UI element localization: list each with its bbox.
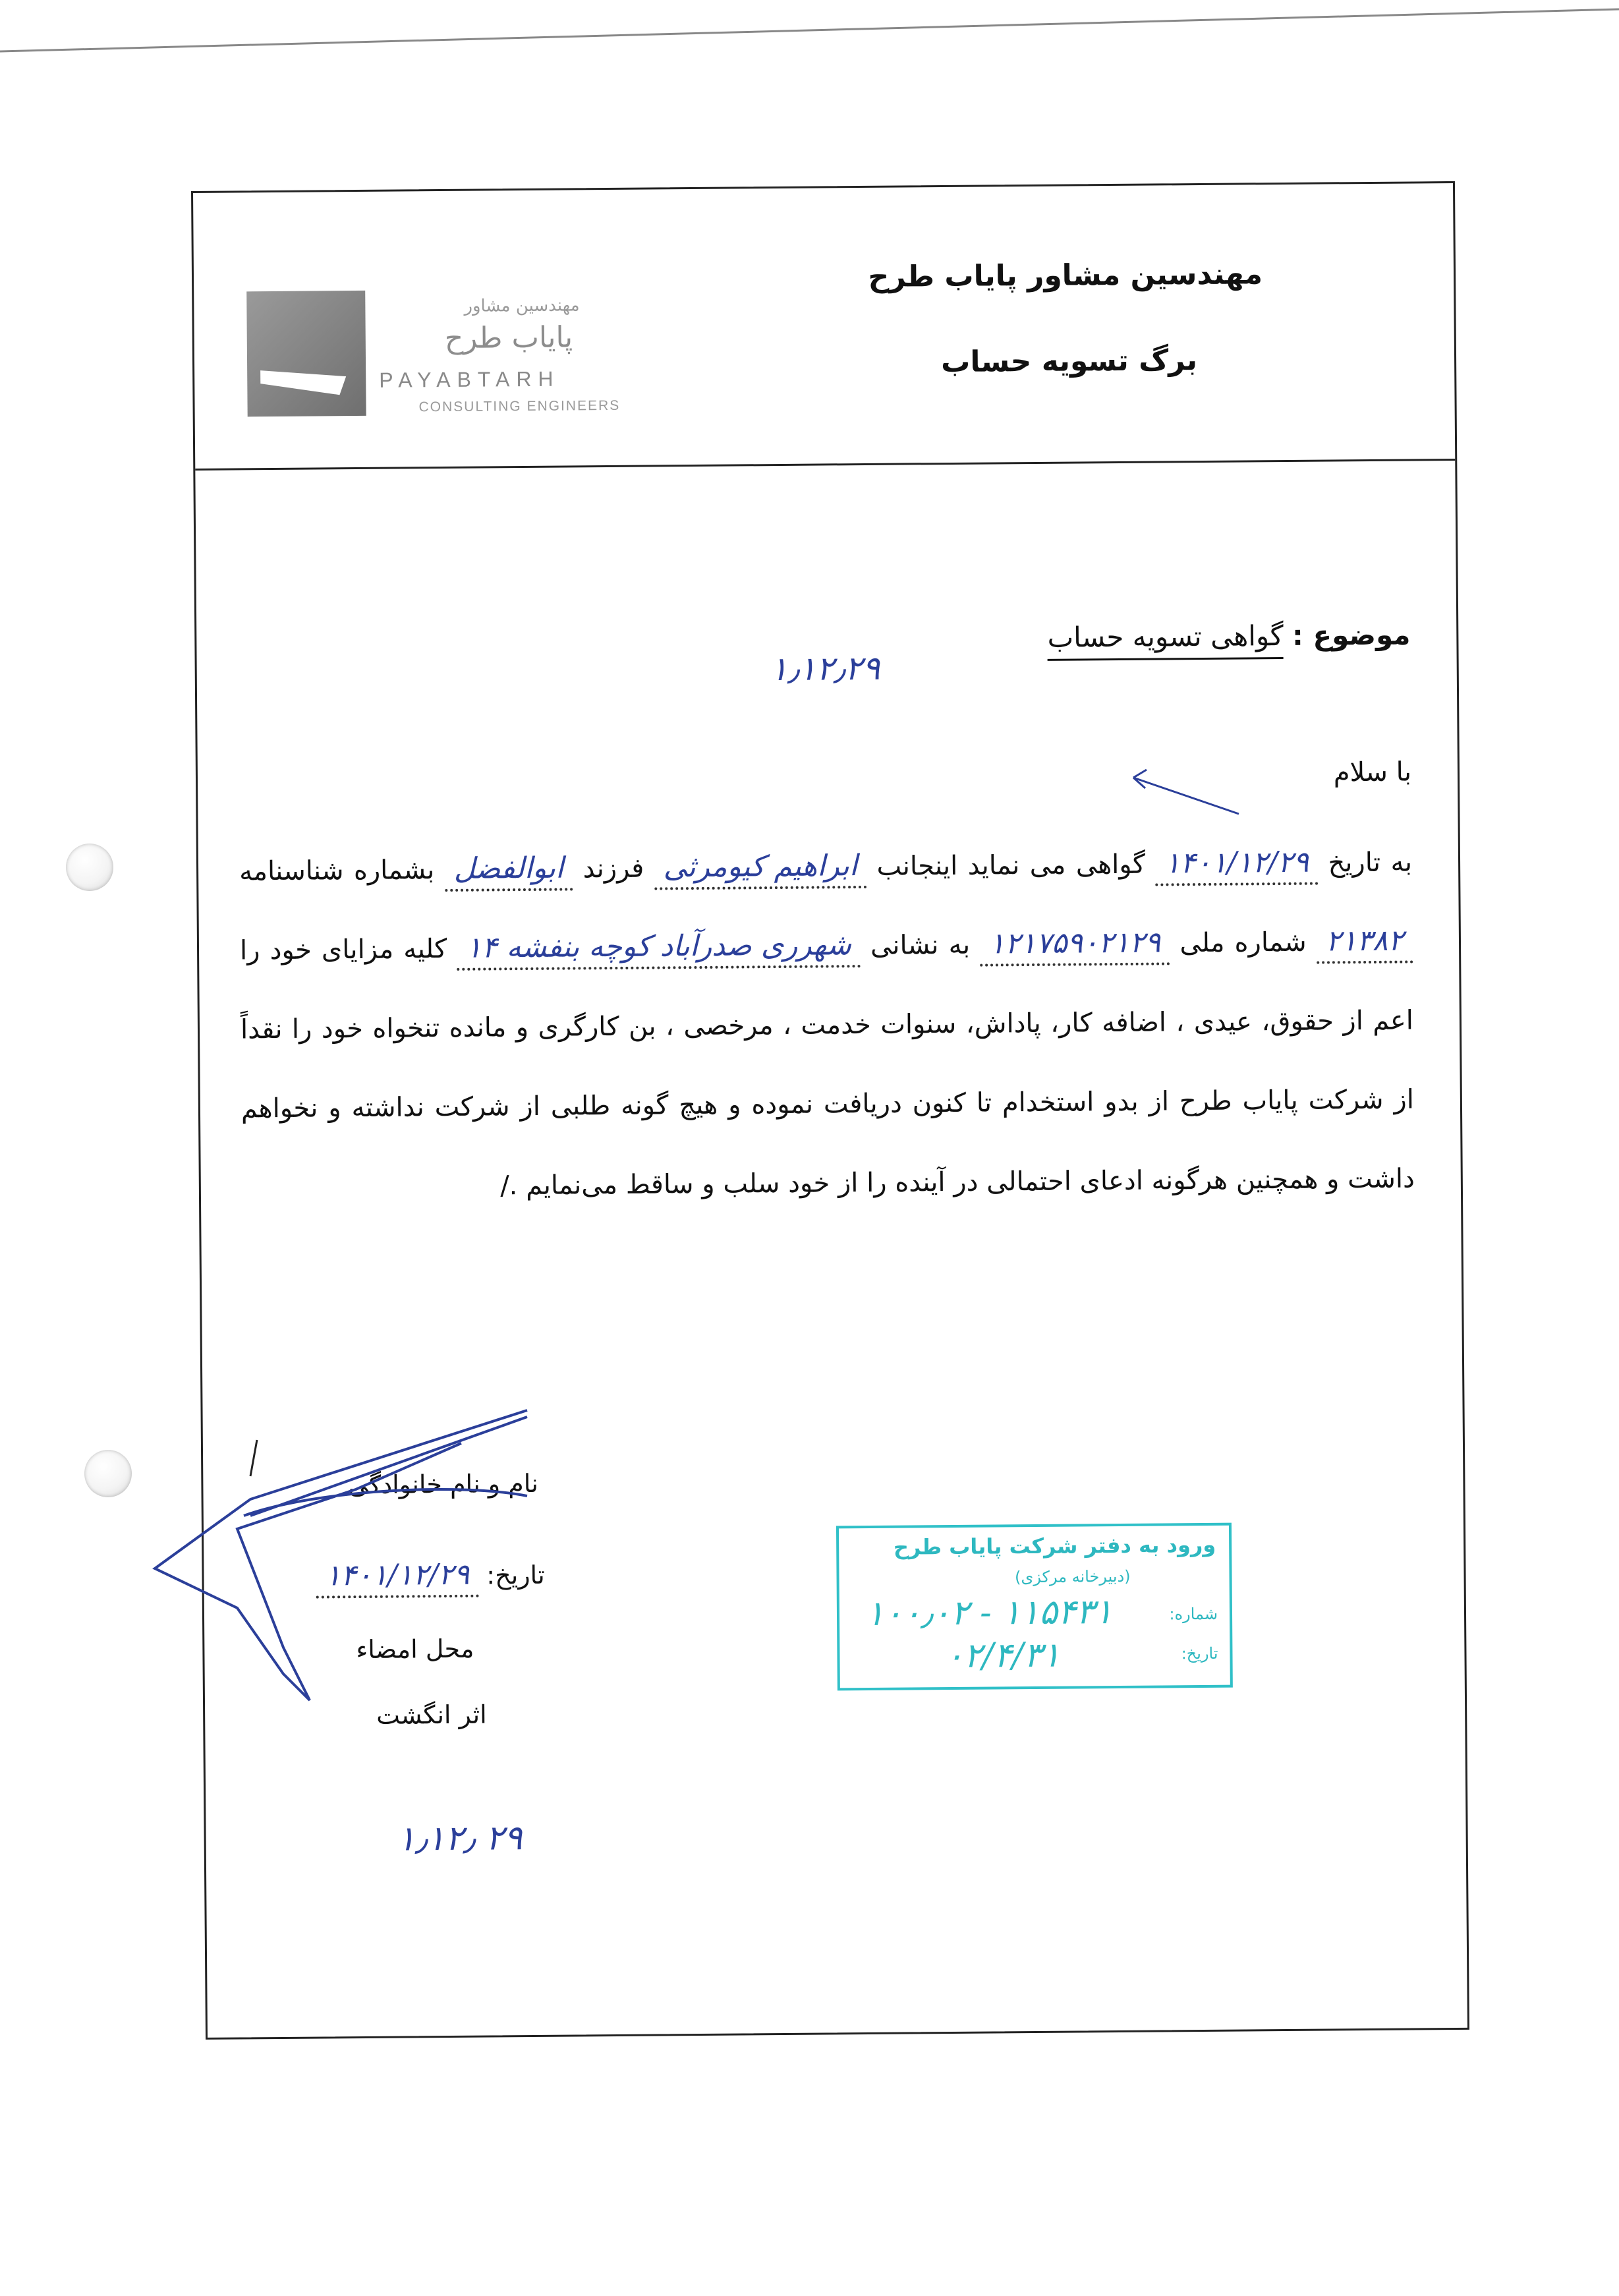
stamp-number-value: ۱۰۰٫۰۲ - ۱۱۵۴۳۱: [865, 1592, 1113, 1634]
body-child-of: فرزند: [582, 853, 644, 884]
field-id-number: ۲۱۳۸۲: [1317, 921, 1413, 963]
logo-fa-small: مهندسین مشاور: [464, 295, 580, 316]
body-intro: به تاریخ: [1328, 847, 1413, 878]
greeting: با سلام: [1333, 757, 1412, 788]
body-certify: گواهی می نماید اینجانب: [876, 849, 1146, 882]
field-national-id: ۱۲۱۷۵۹۰۲۱۲۹: [980, 923, 1170, 966]
body-address-label: به نشانی: [870, 929, 971, 961]
signature-date-label: تاریخ:: [486, 1560, 545, 1590]
logo-en-name: PAYABTARH: [379, 366, 560, 392]
handwritten-date-bottom: ۱٫۱۲٫ ۲۹: [397, 1818, 523, 1859]
stamp-date-label: تاریخ:: [1181, 1644, 1218, 1663]
stamp-title: ورود به دفتر شرکت پایاب طرح: [893, 1532, 1216, 1560]
body-national-label: شماره ملی: [1179, 927, 1307, 959]
stamp-date-value: ۰۲/۴/۳۱: [945, 1635, 1061, 1677]
fingerprint-label: اثر انگشت: [376, 1700, 487, 1730]
body-id-label: بشماره شناسنامه: [239, 855, 435, 887]
field-date: ۱۴۰۱/۱۲/۲۹: [1155, 843, 1318, 886]
logo-en-sub: CONSULTING ENGINEERS: [418, 397, 621, 415]
field-address: شهرری صدرآباد کوچه بنفشه ۱۴: [457, 925, 861, 971]
signature-name-label: نام و نام خانوادگی: [348, 1468, 539, 1500]
company-name: مهندسین مشاور پایاب طرح: [868, 257, 1263, 294]
field-name: ابراهیم کیومرثی: [654, 846, 866, 890]
subject-value: گواهی تسویه حساب: [1047, 619, 1284, 661]
signature-date-value: ۱۴۰۱/۱۲/۲۹: [316, 1555, 478, 1599]
field-father: ابوالفضل: [444, 848, 573, 892]
signature-place-label: محل امضاء: [356, 1634, 474, 1665]
logo-fa-name: پایاب طرح: [444, 320, 573, 355]
stamp-subtitle: (دبیرخانه مرکزی): [1014, 1566, 1131, 1587]
stamp-number-label: شماره:: [1169, 1604, 1218, 1624]
body-text: کلیه مزایای خود را اعم از حقوق، عیدی ، اضافه کار، پاداش، سنوات خدمت ، مرخصی ، بن کارگری و مانده تنخواه خود را نقداً از شرکت پایاب طرح از بدو استخدام تا کنون دریافت نموده و هیچ گونه طلبی از شرکت نداشته و نخواهم داشت و همچنین هرگونه ادعای احتمالی در آینده را از خود سلب و ساقط می‌نمایم ./: [239, 933, 1415, 1201]
form-title: برگ تسویه حساب: [940, 343, 1198, 380]
handwritten-date-top: ۱٫۱۲٫۲۹: [770, 648, 880, 689]
subject-label: موضوع :: [1292, 618, 1411, 652]
